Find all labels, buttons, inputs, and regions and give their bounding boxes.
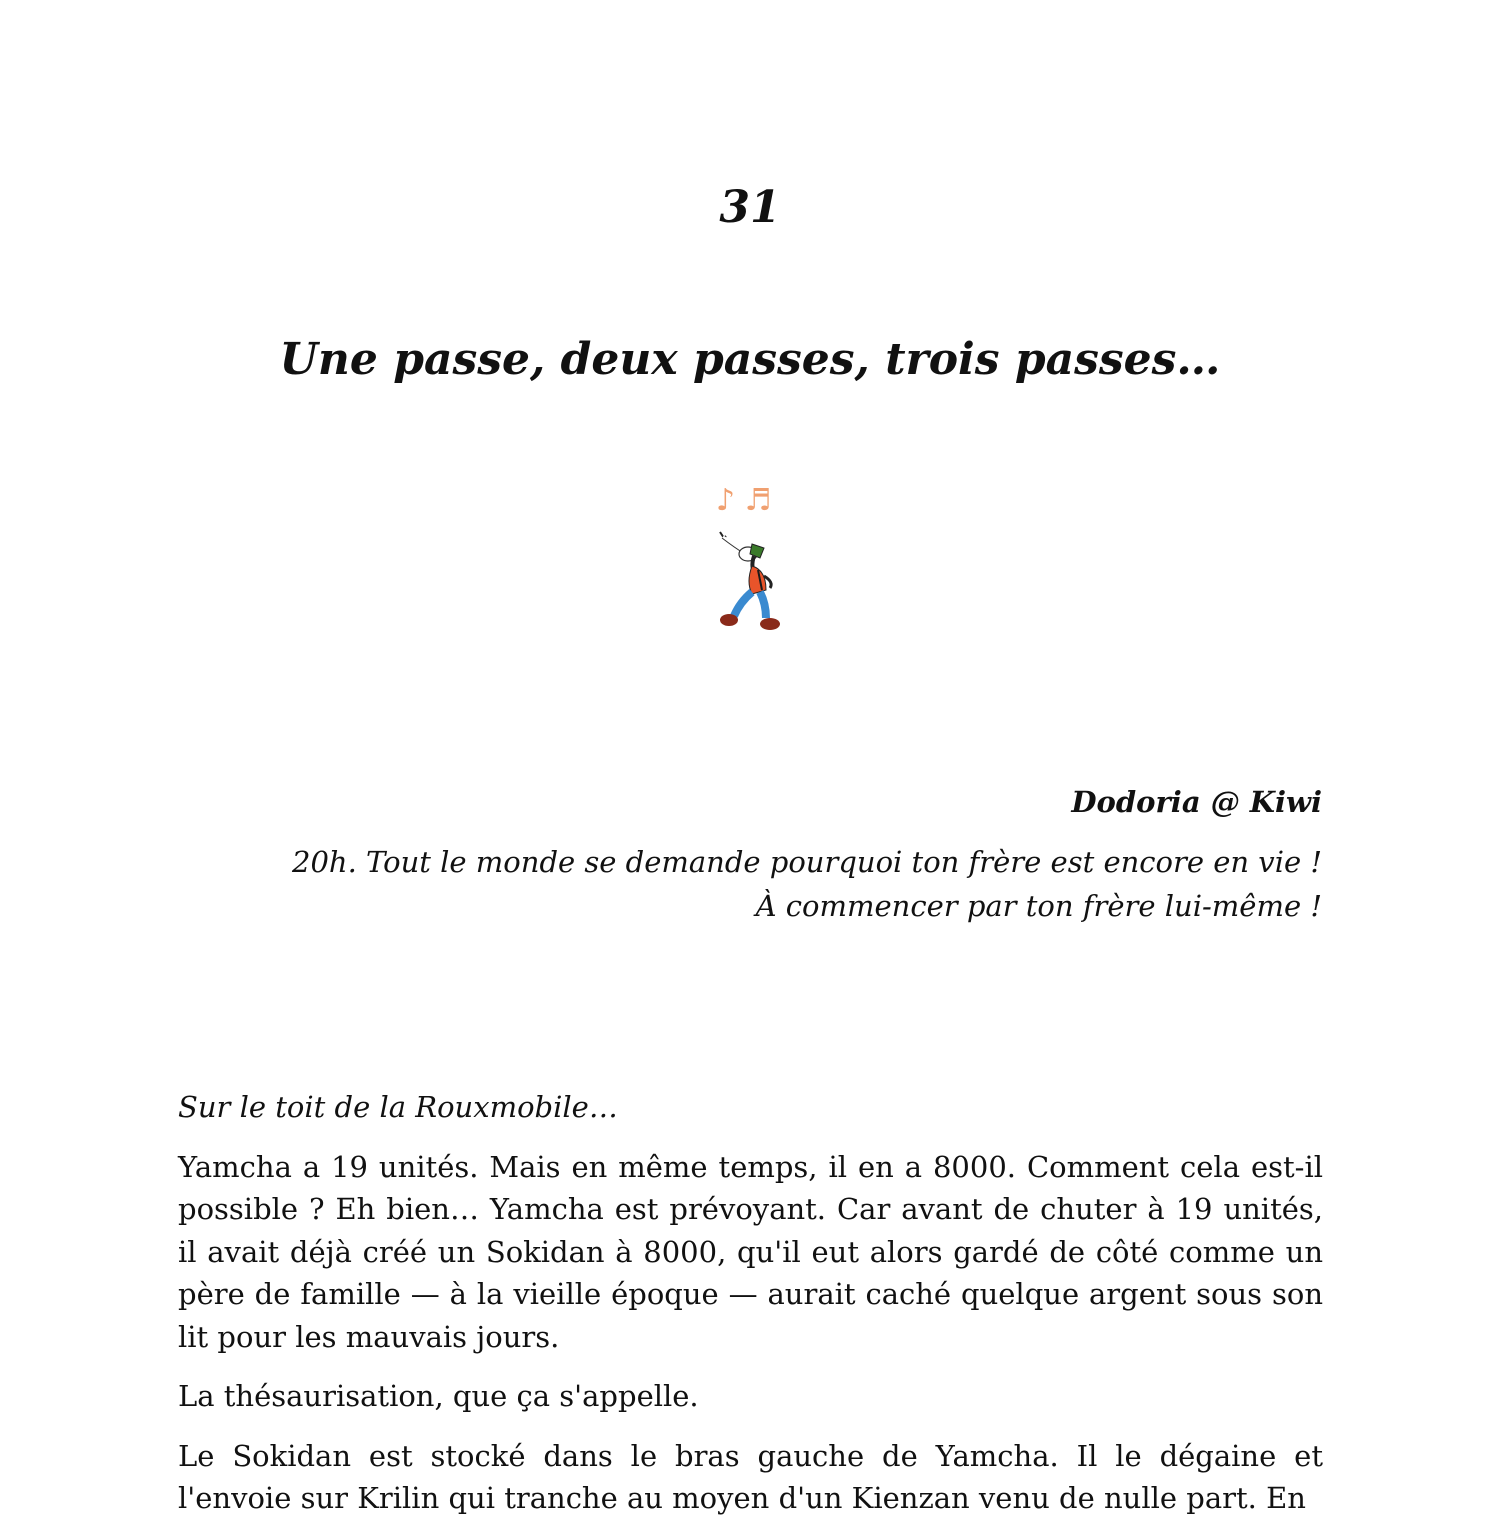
epigraph [272, 780, 1322, 928]
scene-setting: Sur le toit de la Rouxmobile… [178, 1090, 618, 1124]
epigraph-speaker: Dodoria @ Kiwi [1071, 785, 1322, 819]
dancing-character-graphic [700, 478, 800, 638]
dancing-character-icon [700, 478, 800, 638]
chapter-number: 31 [719, 182, 781, 233]
paragraph: Yamcha a 19 unités. Mais en même temps, il en a 8000. Comment cela est-il possible ? Eh bien… Yamcha est prévoyant. Car avant de chuter à 19 unités, il avait déjà créé un Sokidan à 8000, qu'il eut alors gardé de côté comme un père de famille — à la vieille époque — aurait caché quelque argent sous son lit pour les mauvais jours. [178, 1149, 1323, 1354]
chapter-title: Une passe, deux passes, trois passes… [279, 334, 1221, 385]
paragraph: Le Sokidan est stocké dans le bras gauche de Yamcha. Il le dégaine et l'envoie sur Krilin qui tranche au moyen d'un Kienzan venu de nulle part. En [178, 1438, 1323, 1515]
body-text [178, 1086, 1323, 1537]
epigraph-quote: 20h. Tout le monde se demande pourquoi ton frère est encore en vie ! À commencer par ton frère lui-même ! [292, 845, 1322, 923]
music-notes-icon: ♪ ♬ [716, 483, 772, 518]
paragraph: La thésaurisation, que ça s'appelle. [178, 1379, 699, 1413]
